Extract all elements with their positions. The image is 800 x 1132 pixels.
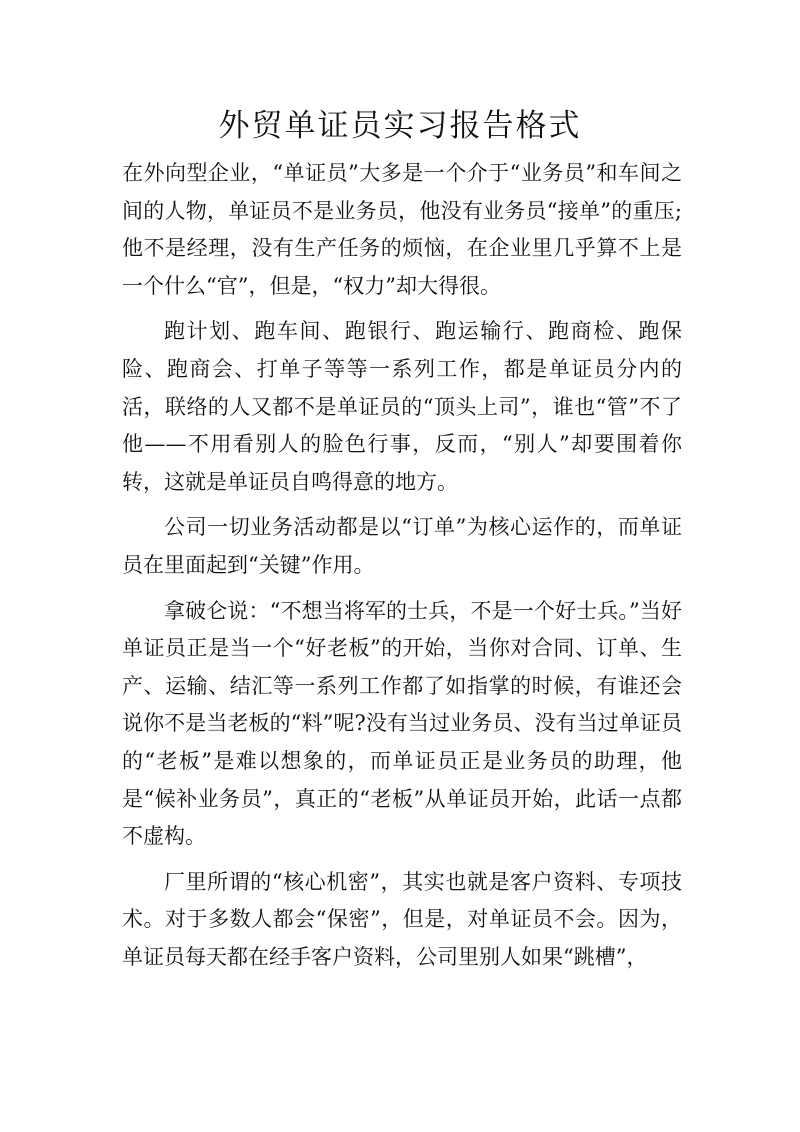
document-body — [122, 155, 682, 984]
document-title: 外贸单证员实习报告格式 — [218, 108, 582, 144]
paragraph: 公司一切业务活动都是以“订单”为核心运作的，而单证员在里面起到“关键”作用。 — [122, 515, 682, 577]
paragraph: 在外向型企业，“单证员”大多是一个介于“业务员”和车间之间的人物，单证员不是业务员，他没有业务员“接单”的重压;他不是经理，没有生产任务的烦恼，在企业里几乎算不上是一个什么“官”，但是，“权力”却大得很。 — [122, 161, 682, 298]
paragraph: 跑计划、跑车间、跑银行、跑运输行、跑商检、跑保险、跑商会、打单子等等一系列工作，都是单证员分内的活，联络的人又都不是单证员的“顶头上司”，谁也“管”不了他——不用看别人的脸色行事，反而，“别人”却要围着你转，这就是单证员自鸣得意的地方。 — [122, 319, 682, 494]
paragraph: 拿破仑说：“不想当将军的士兵，不是一个好士兵。”当好单证员正是当一个“好老板”的开始，当你对合同、订单、生产、运输、结汇等一系列工作都了如指掌的时候，有谁还会说你不是当老板的“料”呢?没有当过业务员、没有当过单证员的“老板”是难以想象的，而单证员正是业务员的助理，他是“候补业务员”，真正的“老板”从单证员开始，此话一点都不虚构。 — [122, 598, 682, 849]
paragraph: 厂里所谓的“核心机密”，其实也就是客户资料、专项技术。对于多数人都会“保密”，但是，对单证员不会。因为，单证员每天都在经手客户资料，公司里别人如果“跳槽”， — [122, 869, 682, 969]
